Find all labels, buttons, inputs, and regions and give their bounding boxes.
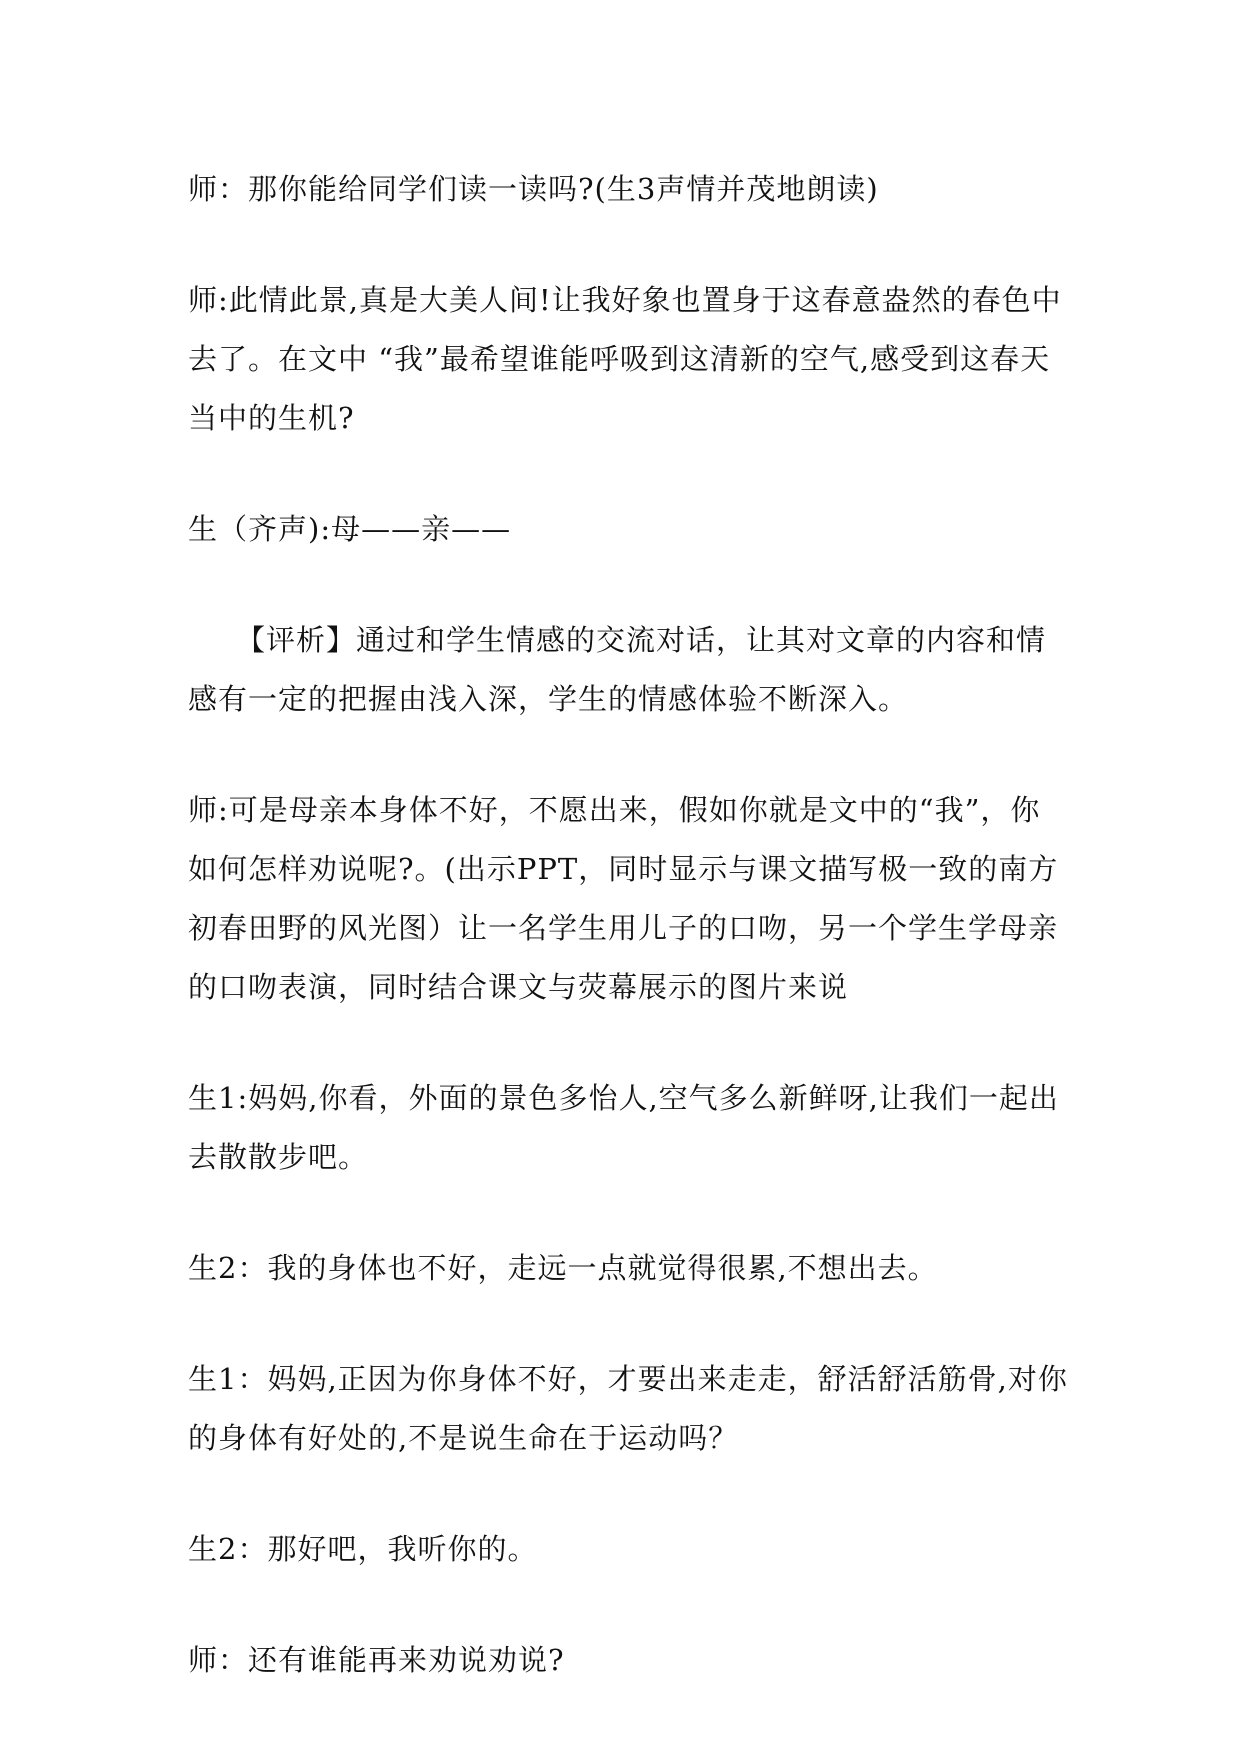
paragraph-teacher-spring-scene: 师:此情此景,真是大美人间!让我好象也置身于这春意盎然的春色中去了。在文中 “我”最希望谁能呼吸到这清新的空气,感受到这春天当中的生机? (188, 283, 1062, 435)
paragraph-student1-invite: 生1:妈妈,你看，外面的景色多怡人,空气多么新鲜呀,让我们一起出去散散步吧。 (188, 1081, 1059, 1174)
document-body (188, 160, 1068, 1690)
paragraph-gap (188, 1579, 1068, 1631)
paragraph-gap (188, 559, 1068, 611)
paragraph-student2-agree: 生2：那好吧，我听你的。 (188, 1532, 538, 1566)
paragraph-gap (188, 1468, 1068, 1520)
paragraph-gap (188, 1017, 1068, 1069)
paragraph-gap (188, 729, 1068, 781)
paragraph-teacher-ask-more: 师：还有谁能再来劝说劝说? (188, 1643, 565, 1677)
paragraph-student2-decline: 生2：我的身体也不好，走远一点就觉得很累,不想出去。 (188, 1251, 938, 1285)
paragraph-commentary: 【评析】通过和学生情感的交流对话，让其对文章的内容和情感有一定的把握由浅入深，学生的情感体验不断深入。 (188, 623, 1047, 716)
paragraph-gap (188, 219, 1068, 271)
paragraph-gap (188, 1298, 1068, 1350)
paragraph-teacher-read-aloud: 师：那你能给同学们读一读吗?(生3声情并茂地朗读) (188, 172, 879, 206)
paragraph-students-chorus: 生（齐声):母——亲—— (188, 512, 512, 546)
paragraph-gap (188, 448, 1068, 500)
paragraph-teacher-persuade-prompt: 师:可是母亲本身体不好，不愿出来，假如你就是文中的“我”，你如何怎样劝说呢?。(出示PPT，同时显示与课文描写极一致的南方初春田野的风光图）让一名学生用儿子的口吻，另一个学生学母亲的口吻表演，同时结合课文与荧幕展示的图片来说 (188, 793, 1059, 1004)
paragraph-gap (188, 1187, 1068, 1239)
paragraph-student1-persuade: 生1：妈妈,正因为你身体不好，才要出来走走，舒活舒活筋骨,对你的身体有好处的,不是说生命在于运动吗？ (188, 1362, 1068, 1455)
